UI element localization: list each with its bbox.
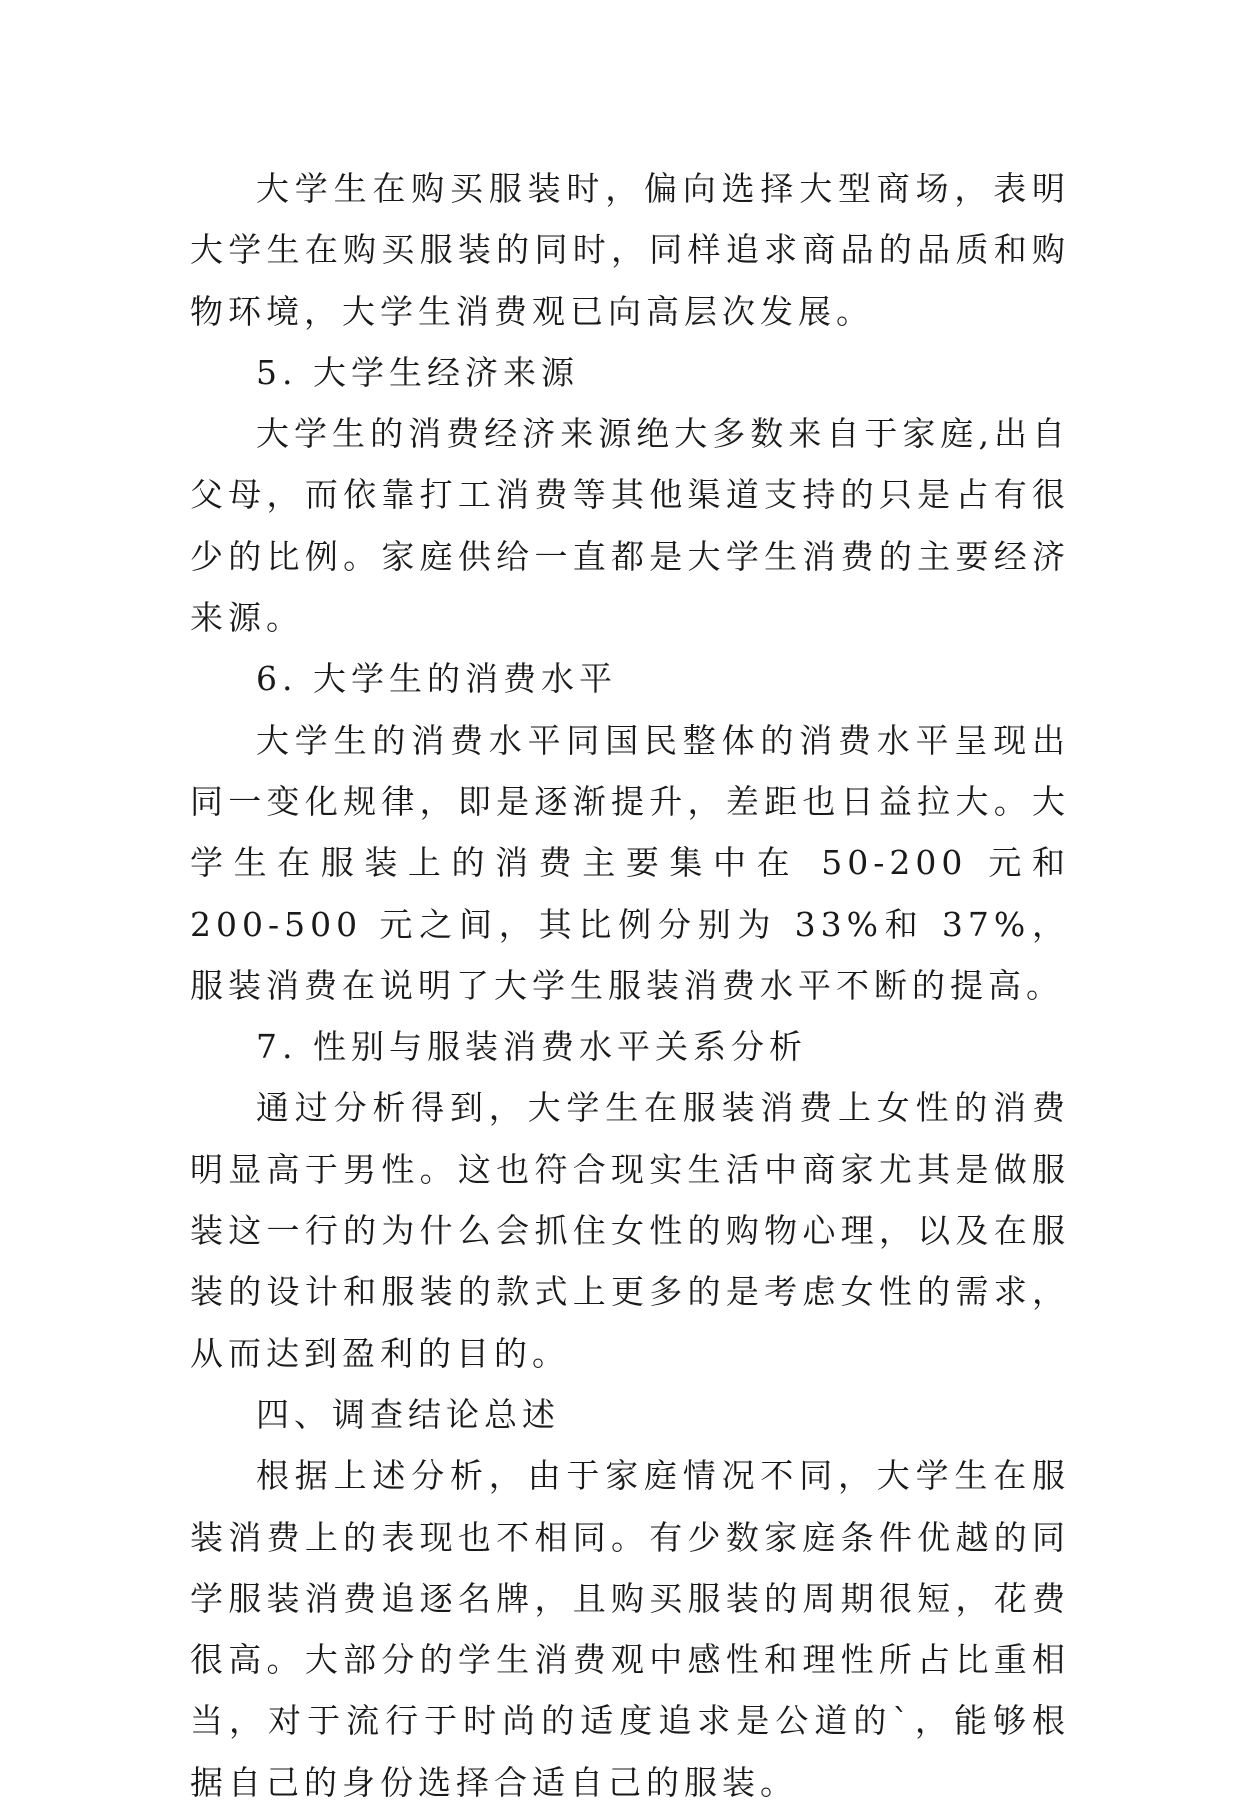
paragraph-conclusion: 根据上述分析，由于家庭情况不同，大学生在服装消费上的表现也不相同。有少数家庭条件优越的同学服装消费追逐名牌，且购买服装的周期很短，花费很高。大部分的学生消费观中感性和理性所占比重相当，对于流行于时尚的适度追求是公道的`，能够根据自己的身份选择合适自己的服装。	[190, 1456, 1070, 1802]
paragraph-consumption-level: 大学生的消费水平同国民整体的消费水平呈现出同一变化规律，即是逐渐提升，差距也日益拉大。大学生在服装上的消费主要集中在 50-200 元和 200-500 元之间，其比例分别为 33%和 37%，服装消费在说明了大学生服装消费水平不断的提高。	[190, 720, 1070, 1005]
section-heading-consumption-level: 6. 大学生的消费水平	[256, 659, 617, 699]
section-heading-gender-analysis: 7. 性别与服装消费水平关系分析	[256, 1027, 807, 1067]
paragraph-income-source: 大学生的消费经济来源绝大多数来自于家庭,出自父母，而依靠打工消费等其他渠道支持的只是占有很少的比例。家庭供给一直都是大学生消费的主要经济来源。	[190, 414, 1070, 638]
document-body	[190, 158, 1070, 1813]
section-heading-conclusion: 四、调查结论总述	[256, 1394, 560, 1434]
section-heading-income-source: 5. 大学生经济来源	[256, 352, 579, 392]
paragraph-gender-analysis: 通过分析得到，大学生在服装消费上女性的消费明显高于男性。这也符合现实生活中商家尤其是做服装这一行的为什么会抓住女性的购物心理，以及在服装的设计和服装的款式上更多的是考虑女性的需求，从而达到盈利的目的。	[190, 1088, 1070, 1373]
paragraph-shopping-venue: 大学生在购买服装时，偏向选择大型商场，表明大学生在购买服装的同时，同样追求商品的品质和购物环境，大学生消费观已向高层次发展。	[190, 169, 1070, 331]
